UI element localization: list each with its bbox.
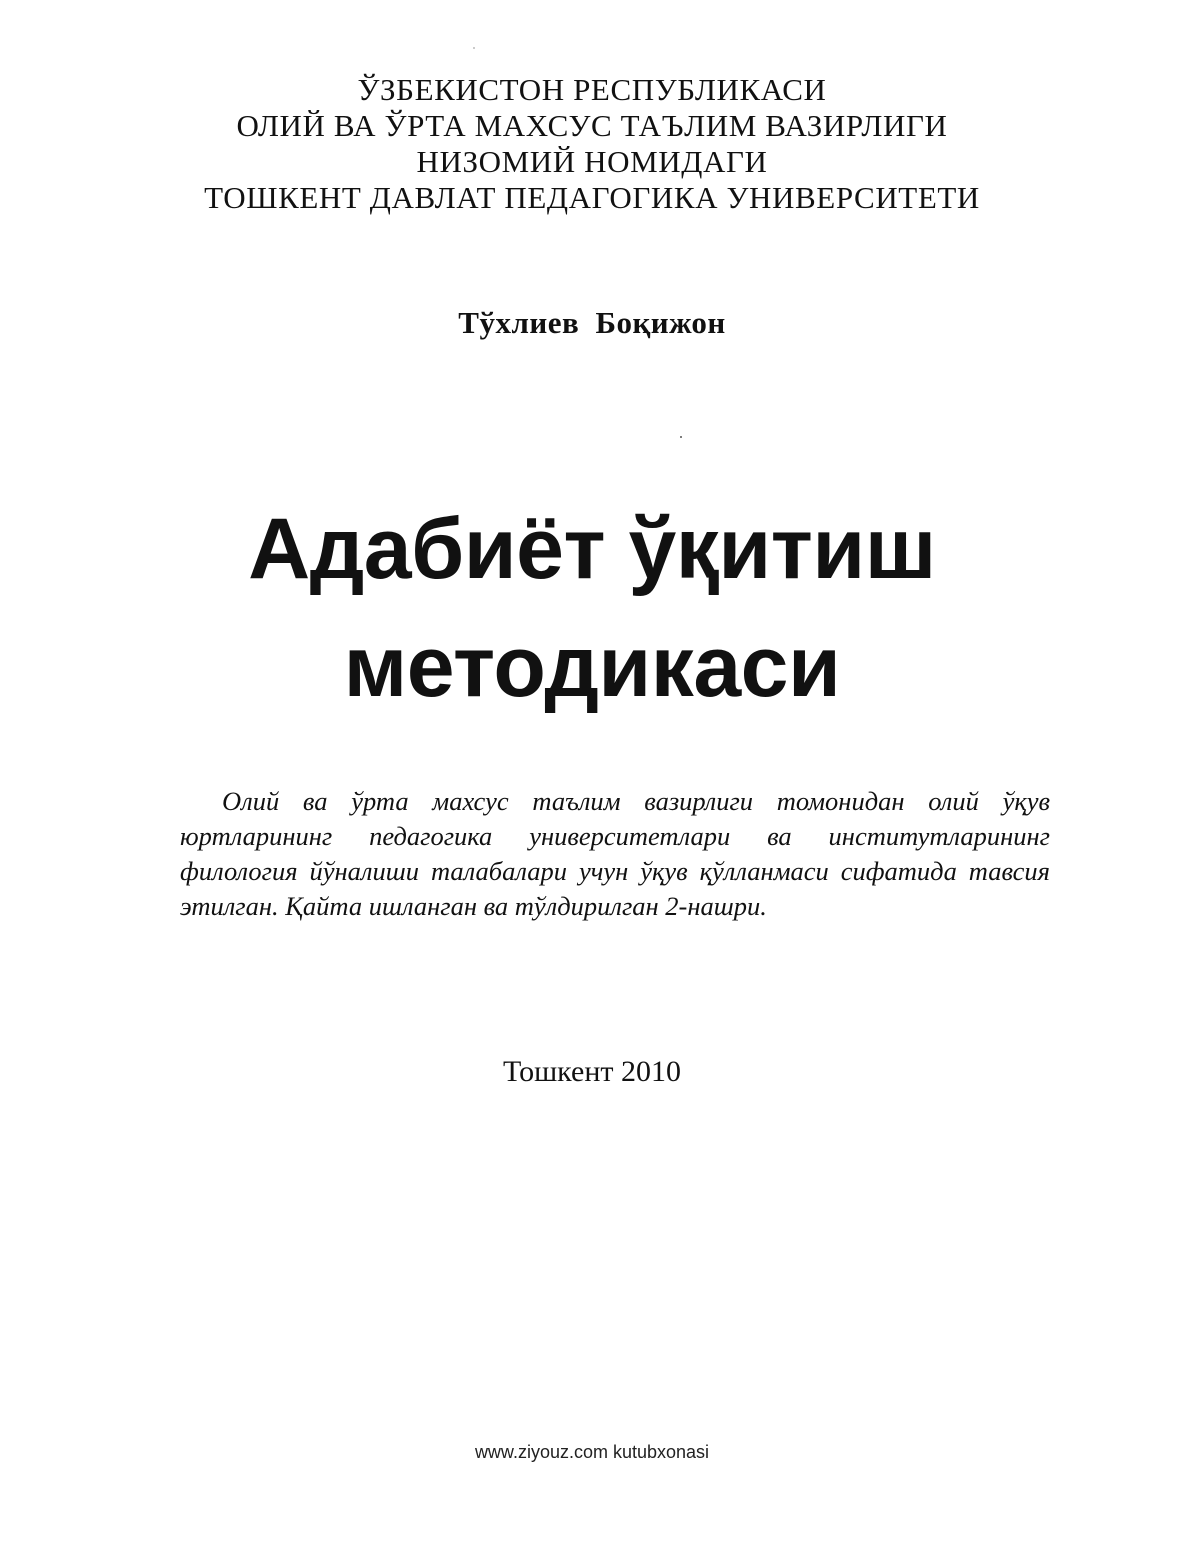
institution-line-named-after: НИЗОМИЙ НОМИДАГИ xyxy=(416,144,768,179)
institution-line-country: ЎЗБЕКИСТОН РЕСПУБЛИКАСИ xyxy=(357,72,827,107)
scan-speck xyxy=(473,47,475,49)
book-title xyxy=(0,490,1184,726)
institution-line-ministry: ОЛИЙ ВА ЎРТА МАХСУС ТАЪЛИМ ВАЗИРЛИГИ xyxy=(236,108,948,143)
source-footer: www.ziyouz.com kutubxonasi xyxy=(474,1442,710,1462)
approval-note: Олий ва ўрта махсус таълим вазирлиги томонидан олий ўқув юртларининг педагогика университетлари ва институтларининг филология йўналиши талабалари учун ўқув қўлланмаси сифатида тавсия этилган. Қайта ишланган ва тўлдирилган 2-нашри. xyxy=(180,786,1050,921)
institution-line-university: ТОШКЕНТ ДАВЛАТ ПЕДАГОГИКА УНИВЕРСИТЕТИ xyxy=(204,180,980,215)
scan-speck xyxy=(680,436,682,438)
institution-header xyxy=(0,72,1184,216)
book-title-line-1: Адабиёт ўқитиш xyxy=(248,501,936,597)
author-name: Тўхлиев Боқижон xyxy=(458,305,726,340)
place-and-year: Тошкент 2010 xyxy=(503,1055,681,1088)
book-title-line-2: методикаси xyxy=(343,619,841,715)
